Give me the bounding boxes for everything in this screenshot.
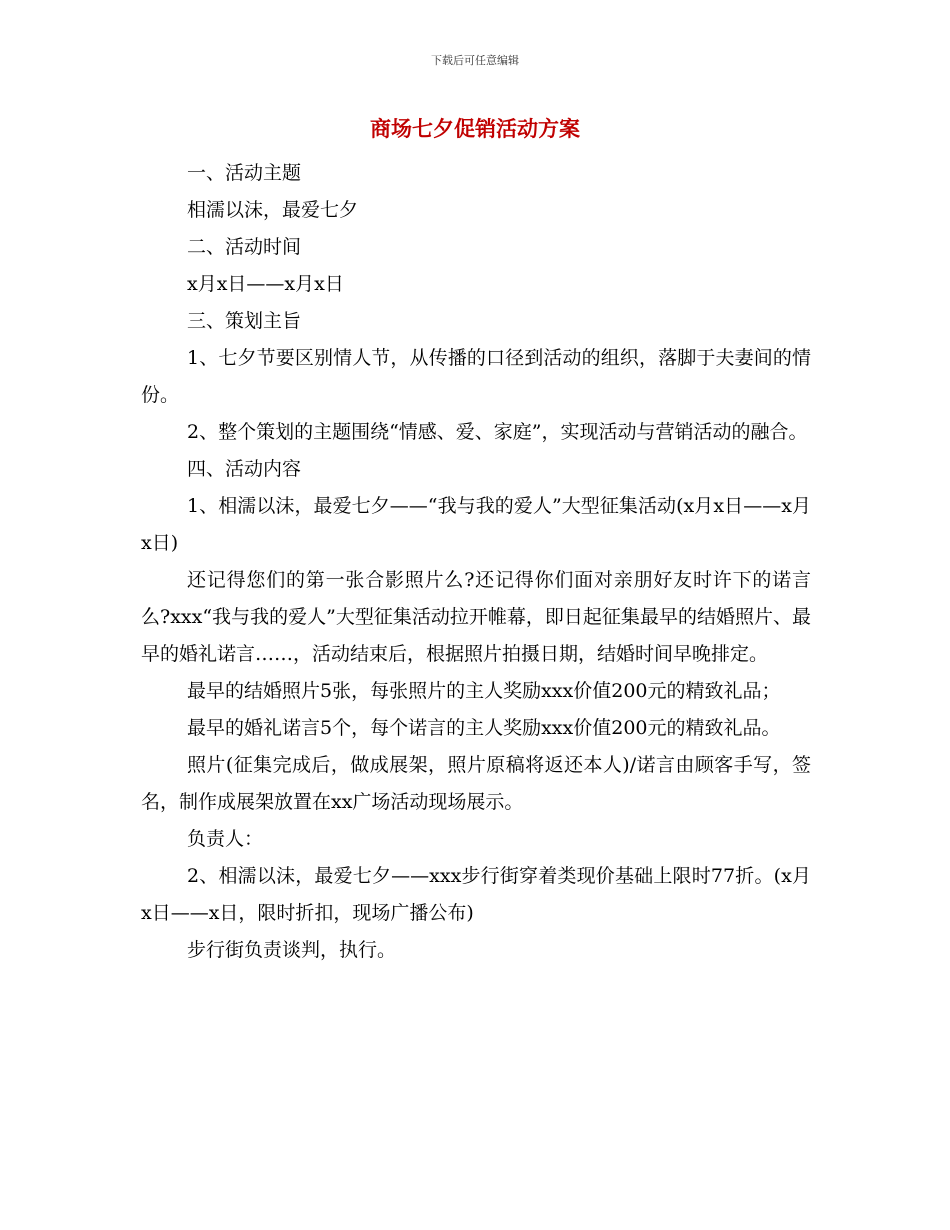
section-heading-theme: 一、活动主题 [187, 162, 302, 184]
paragraph-purpose-2: 2、整个策划的主题围绕“情感、爱、家庭”，实现活动与营销活动的融合。 [187, 421, 808, 443]
document-body [141, 155, 811, 969]
section-heading-purpose: 三、策划主旨 [187, 310, 302, 332]
paragraph-time: x月x日——x月x日 [187, 273, 344, 295]
paragraph-content-4: 最早的婚礼诺言5个，每个诺言的主人奖励xxx价值200元的精致礼品。 [187, 717, 781, 739]
paragraph-purpose-1: 1、七夕节要区别情人节，从传播的口径到活动的组织，落脚于夫妻间的情份。 [141, 347, 811, 406]
paragraph-content-6: 2、相濡以沫，最爱七夕——xxx步行街穿着类现价基础上限时77折。(x月x日——x日，限时折扣，现场广播公布) [141, 865, 811, 924]
header-note: 下载后可任意编辑 [431, 54, 519, 67]
section-heading-content: 四、活动内容 [187, 458, 302, 480]
document-title: 商场七夕促销活动方案 [370, 117, 580, 141]
paragraph-content-1: 1、相濡以沫，最爱七夕——“我与我的爱人”大型征集活动(x月x日——x月x日) [141, 495, 811, 554]
section-heading-time: 二、活动时间 [187, 236, 302, 258]
paragraph-theme: 相濡以沫，最爱七夕 [187, 199, 359, 221]
paragraph-content-2: 还记得您们的第一张合影照片么?还记得你们面对亲朋好友时许下的诺言么?xxx“我与我的爱人”大型征集活动拉开帷幕，即日起征集最早的结婚照片、最早的婚礼诺言……，活动结束后，根据照片拍摄日期，结婚时间早晚排定。 [141, 569, 811, 665]
paragraph-content-5: 照片(征集完成后，做成展架，照片原稿将返还本人)/诺言由顾客手写，签名，制作成展架放置在xx广场活动现场展示。 [141, 754, 811, 813]
paragraph-content-7: 步行街负责谈判，执行。 [187, 939, 397, 961]
paragraph-content-3: 最早的结婚照片5张，每张照片的主人奖励xxx价值200元的精致礼品； [187, 680, 781, 702]
paragraph-owner: 负责人： [187, 828, 264, 850]
